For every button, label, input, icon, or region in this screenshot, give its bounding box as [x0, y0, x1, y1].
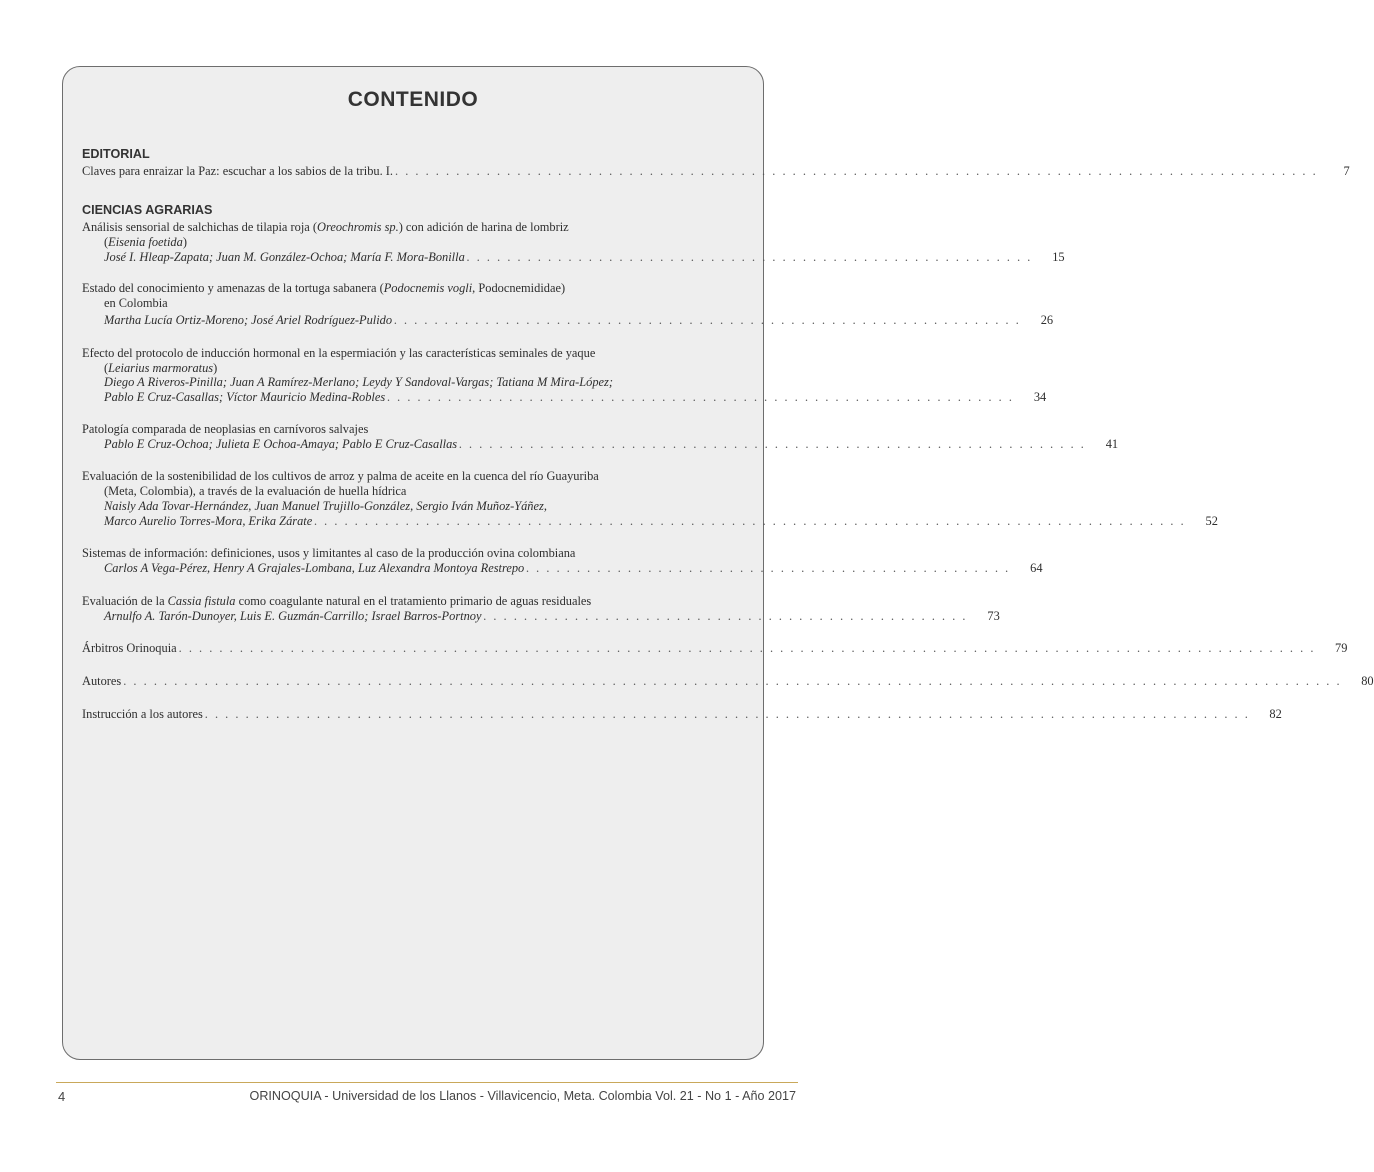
dot-leader: . . . . . . . . . . . . . . . . . . . . . . . . . . . . . . . . . . . . . . . . . . . . . . . . . . . . . . . . . . . . . .	[394, 313, 1022, 327]
toc-entry-1-title-cont: (Eisenia foetida)	[104, 235, 187, 249]
toc-entry-autores[interactable]: Autores . . . . . . . . . . . . . . . . . . . . . . . . . . . . . . . . . . . . . . . . . . . . . . . . . . . . . . . . . . . . . . . . . . . . . . . . . . . . . . . . . . . . . . . . . . . . . . . . . . . . . . . . . . . . . . . . . . . . . . . . 80	[82, 674, 1374, 688]
toc-entry-6-title[interactable]: Sistemas de información: definiciones, usos y limitantes al caso de la producción ovina colombiana	[82, 546, 576, 560]
footer-rule	[56, 1082, 798, 1083]
toc-entry-5-title[interactable]: Evaluación de la sostenibilidad de los cultivos de arroz y palma de aceite en la cuenca del río Guayuriba	[82, 469, 599, 483]
footer-page-number: 4	[58, 1089, 66, 1104]
toc-entry-3-authors: Pablo E Cruz-Casallas; Víctor Mauricio Medina-Robles . . . . . . . . . . . . . . . . . . . . . . . . . . . . . . . . . . . . . . . . . . . . . . . . . . . . . . . . . . . . . . 34	[104, 390, 1047, 404]
page-number: 82	[1269, 707, 1282, 721]
toc-entry-editorial[interactable]	[82, 163, 1350, 179]
dot-leader: . . . . . . . . . . . . . . . . . . . . . . . . . . . . . . . . . . . . . . . . . . . . . . . . . . . . . . . .	[466, 250, 1033, 264]
dot-leader: . . . . . . . . . . . . . . . . . . . . . . . . . . . . . . . . . . . . . . . . . . . . . . . .	[483, 609, 968, 623]
dot-leader: . . . . . . . . . . . . . . . . . . . . . . . . . . . . . . . . . . . . . . . . . . . . . . . . . . . . . . . . . . . . . . . . . . . . . . . . . . . . . . . . . . . . . .	[314, 514, 1186, 528]
entry-title: Claves para enraizar la Paz: escuchar a los sabios de la tribu. I.	[82, 164, 394, 178]
dot-leader: . . . . . . . . . . . . . . . . . . . . . . . . . . . . . . . . . . . . . . . . . . . . . . . . . . . . . . . . . . . . . . . . . . . . . . . . . . . . . . . . . . . . . . . . . . .	[395, 164, 1318, 178]
toc-entry-5-authors: Marco Aurelio Torres-Mora, Erika Zárate . . . . . . . . . . . . . . . . . . . . . . . . . . . . . . . . . . . . . . . . . . . . . . . . . . . . . . . . . . . . . . . . . . . . . . . . . . . . . . . . . . . . . . 52	[104, 514, 1218, 528]
page-number: 41	[1105, 437, 1119, 451]
dot-leader: . . . . . . . . . . . . . . . . . . . . . . . . . . . . . . . . . . . . . . . . . . . . . . . . . . . . . . . . . . . . . .	[387, 390, 1015, 404]
dot-leader: . . . . . . . . . . . . . . . . . . . . . . . . . . . . . . . . . . . . . . . . . . . . . . . . . . . . . . . . . . . . . . . . . . . . . . . . . . . . . . . . . . . . . . . . . . . . . . . . . . . . . . .	[204, 707, 1250, 721]
section-heading-ciencias-agrarias: CIENCIAS AGRARIAS	[82, 203, 213, 217]
toc-entry-2-authors: Martha Lucía Ortiz-Moreno; José Ariel Rodríguez-Pulido . . . . . . . . . . . . . . . . . . . . . . . . . . . . . . . . . . . . . . . . . . . . . . . . . . . . . . . . . . . . . . 26	[104, 313, 1054, 327]
page-number: 64	[1030, 561, 1043, 575]
page-number: 52	[1205, 514, 1218, 528]
toc-entry-1-authors: José I. Hleap-Zapata; Juan M. González-Ochoa; María F. Mora-Bonilla . . . . . . . . . . . . . . . . . . . . . . . . . . . . . . . . . . . . . . . . . . . . . . . . . . . . . . . . 15	[104, 250, 1065, 264]
dot-leader: . . . . . . . . . . . . . . . . . . . . . . . . . . . . . . . . . . . . . . . . . . . . . . . . . . . . . . . . . . . . . . . . . . . . . . . . . . . . . . . . . . . . . . . . . . . . . . . . . . . . . . . . . . . . . . . .	[178, 641, 1316, 655]
toc-entry-6-authors: Carlos A Vega-Pérez, Henry A Grajales-Lombana, Luz Alexandra Montoya Restrepo . . . . . . . . . . . . . . . . . . . . . . . . . . . . . . . . . . . . . . . . . . . . . . . . 64	[104, 561, 1043, 575]
page-title: CONTENIDO	[347, 88, 479, 111]
page-number: 80	[1361, 674, 1374, 688]
toc-entry-2-title[interactable]: Estado del conocimiento y amenazas de la tortuga sabanera (Podocnemis vogli, Podocnemididae)	[82, 281, 566, 295]
toc-entry-7-authors: Arnulfo A. Tarón-Dunoyer, Luis E. Guzmán-Carrillo; Israel Barros-Portnoy . . . . . . . . . . . . . . . . . . . . . . . . . . . . . . . . . . . . . . . . . . . . . . . . 73	[104, 609, 1000, 623]
dot-leader: . . . . . . . . . . . . . . . . . . . . . . . . . . . . . . . . . . . . . . . . . . . . . . . . . . . . . . . . . . . . . .	[459, 437, 1087, 451]
page-number: 73	[987, 609, 1000, 623]
toc-entry-5-title-cont: (Meta, Colombia), a través de la evaluación de huella hídrica	[104, 484, 407, 498]
toc-entry-4-title[interactable]: Patología comparada de neoplasias en carnívoros salvajes	[82, 422, 369, 436]
toc-entry-7-title[interactable]: Evaluación de la Cassia fistula como coagulante natural en el tratamiento primario de aguas residuales	[82, 594, 592, 608]
toc-entry-3-authors-1: Diego A Riveros-Pinilla; Juan A Ramírez-Merlano; Leydy Y Sandoval-Vargas; Tatiana M Mira-López;	[104, 375, 613, 389]
toc-entry-3-title[interactable]: Efecto del protocolo de inducción hormonal en la espermiación y las características seminales de yaque	[82, 346, 596, 360]
toc-entry-2-title-cont: en Colombia	[104, 296, 168, 310]
toc-entry-instruccion[interactable]: Instrucción a los autores . . . . . . . . . . . . . . . . . . . . . . . . . . . . . . . . . . . . . . . . . . . . . . . . . . . . . . . . . . . . . . . . . . . . . . . . . . . . . . . . . . . . . . . . . . . . . . . . . . . . . . . 82	[82, 707, 1282, 721]
section-heading-editorial: EDITORIAL	[82, 147, 150, 161]
dot-leader: . . . . . . . . . . . . . . . . . . . . . . . . . . . . . . . . . . . . . . . . . . . . . . . .	[526, 561, 1011, 575]
toc-entry-3-title-cont: (Leiarius marmoratus)	[104, 361, 218, 375]
dot-leader: . . . . . . . . . . . . . . . . . . . . . . . . . . . . . . . . . . . . . . . . . . . . . . . . . . . . . . . . . . . . . . . . . . . . . . . . . . . . . . . . . . . . . . . . . . . . . . . . . . . . . . . . . . . . . . . . . . . . . . . .	[123, 674, 1342, 688]
toc-entry-1-title[interactable]: Análisis sensorial de salchichas de tilapia roja (Oreochromis sp.) con adición de harina de lombriz	[82, 220, 569, 234]
page-number: 15	[1052, 250, 1065, 264]
toc-entry-5-authors-1: Naisly Ada Tovar-Hernández, Juan Manuel Trujillo-González, Sergio Iván Muñoz-Yáñez,	[104, 499, 547, 513]
footer-citation: ORINOQUIA - Universidad de los Llanos - Villavicencio, Meta. Colombia Vol. 21 - No 1 - Año 2017	[249, 1089, 796, 1103]
page-number: 7	[1343, 164, 1350, 178]
page-number: 34	[1033, 390, 1047, 404]
toc-entry-4-authors: Pablo E Cruz-Ochoa; Julieta E Ochoa-Amaya; Pablo E Cruz-Casallas . . . . . . . . . . . . . . . . . . . . . . . . . . . . . . . . . . . . . . . . . . . . . . . . . . . . . . . . . . . . . . 41	[104, 437, 1119, 451]
page-number: 79	[1335, 641, 1348, 655]
page-number: 26	[1040, 313, 1054, 327]
toc-entry-arbitros[interactable]: Árbitros Orinoquia . . . . . . . . . . . . . . . . . . . . . . . . . . . . . . . . . . . . . . . . . . . . . . . . . . . . . . . . . . . . . . . . . . . . . . . . . . . . . . . . . . . . . . . . . . . . . . . . . . . . . . . . . . . . . . . . 79	[82, 641, 1348, 655]
